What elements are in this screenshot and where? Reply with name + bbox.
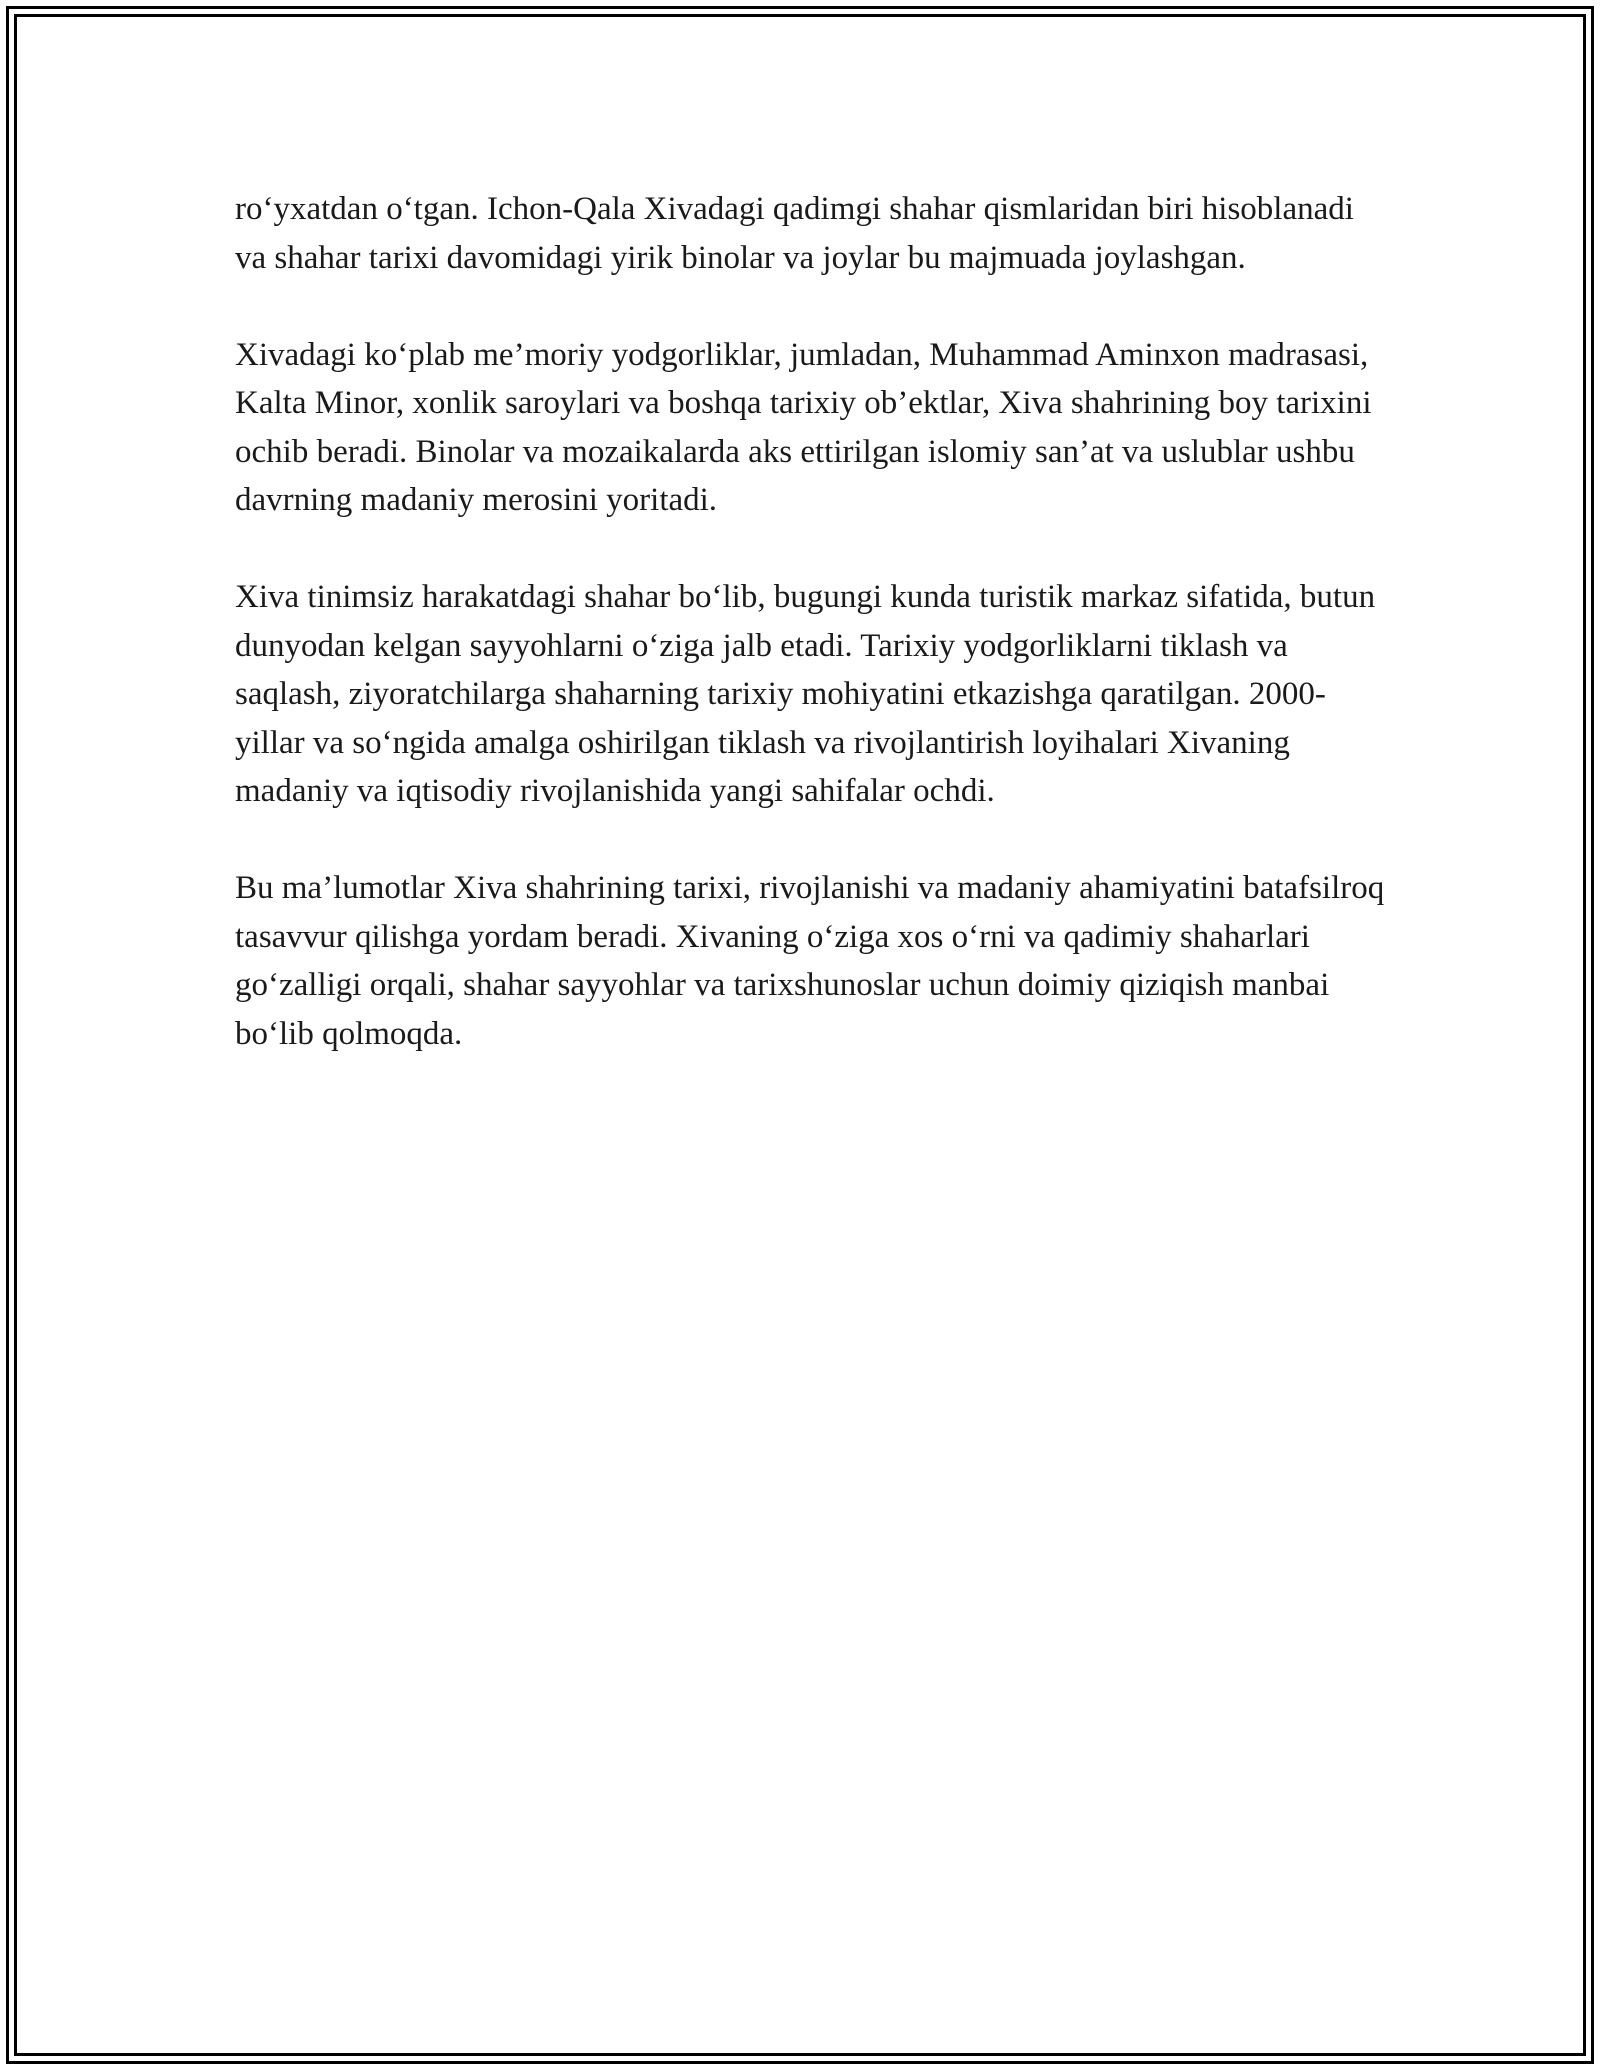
paragraph: ro‘yxatdan o‘tgan. Ichon-Qala Xivadagi qadimgi shahar qismlaridan biri hisoblanadi va shahar tarixi davomidagi yirik binolar va joylar bu majmuada joylashgan. xyxy=(235,191,1354,276)
paragraph: Bu ma’lumotlar Xiva shahrining tarixi, rivojlanishi va madaniy ahamiyatini batafsilroq tasavvur qilishga yordam beradi. Xivaning o‘ziga xos o‘rni va qadimiy shaharlari go‘zalligi orqali, shahar sayyohlar va tarixshunoslar uchun doimiy qiziqish manbai bo‘lib qolmoqda. xyxy=(235,870,1385,1052)
paragraph: Xiva tinimsiz harakatdagi shahar bo‘lib, bugungi kunda turistik markaz sifatida, butun dunyodan kelgan sayyohlarni o‘ziga jalb etadi. Tarixiy yodgorliklarni tiklash va saqlash, ziyoratchilarga shaharning tarixiy mohiyatini etkazishga qaratilgan. 2000-yillar va so‘ngida amalga oshirilgan tiklash va rivojlantirish loyihalari Xivaning madaniy va iqtisodiy rivojlanishida yangi sahifalar ochdi. xyxy=(235,579,1376,809)
paragraph: Xivadagi ko‘plab me’moriy yodgorliklar, jumladan, Muhammad Aminxon madrasasi, Kalta Minor, xonlik saroylari va boshqa tarixiy ob’ektlar, Xiva shahrining boy tarixini ochib beradi. Binolar va mozaikalarda aks ettirilgan islomiy san’at va uslublar ushbu davrning madaniy merosini yoritadi. xyxy=(235,336,1372,518)
document-body xyxy=(235,185,1385,1058)
